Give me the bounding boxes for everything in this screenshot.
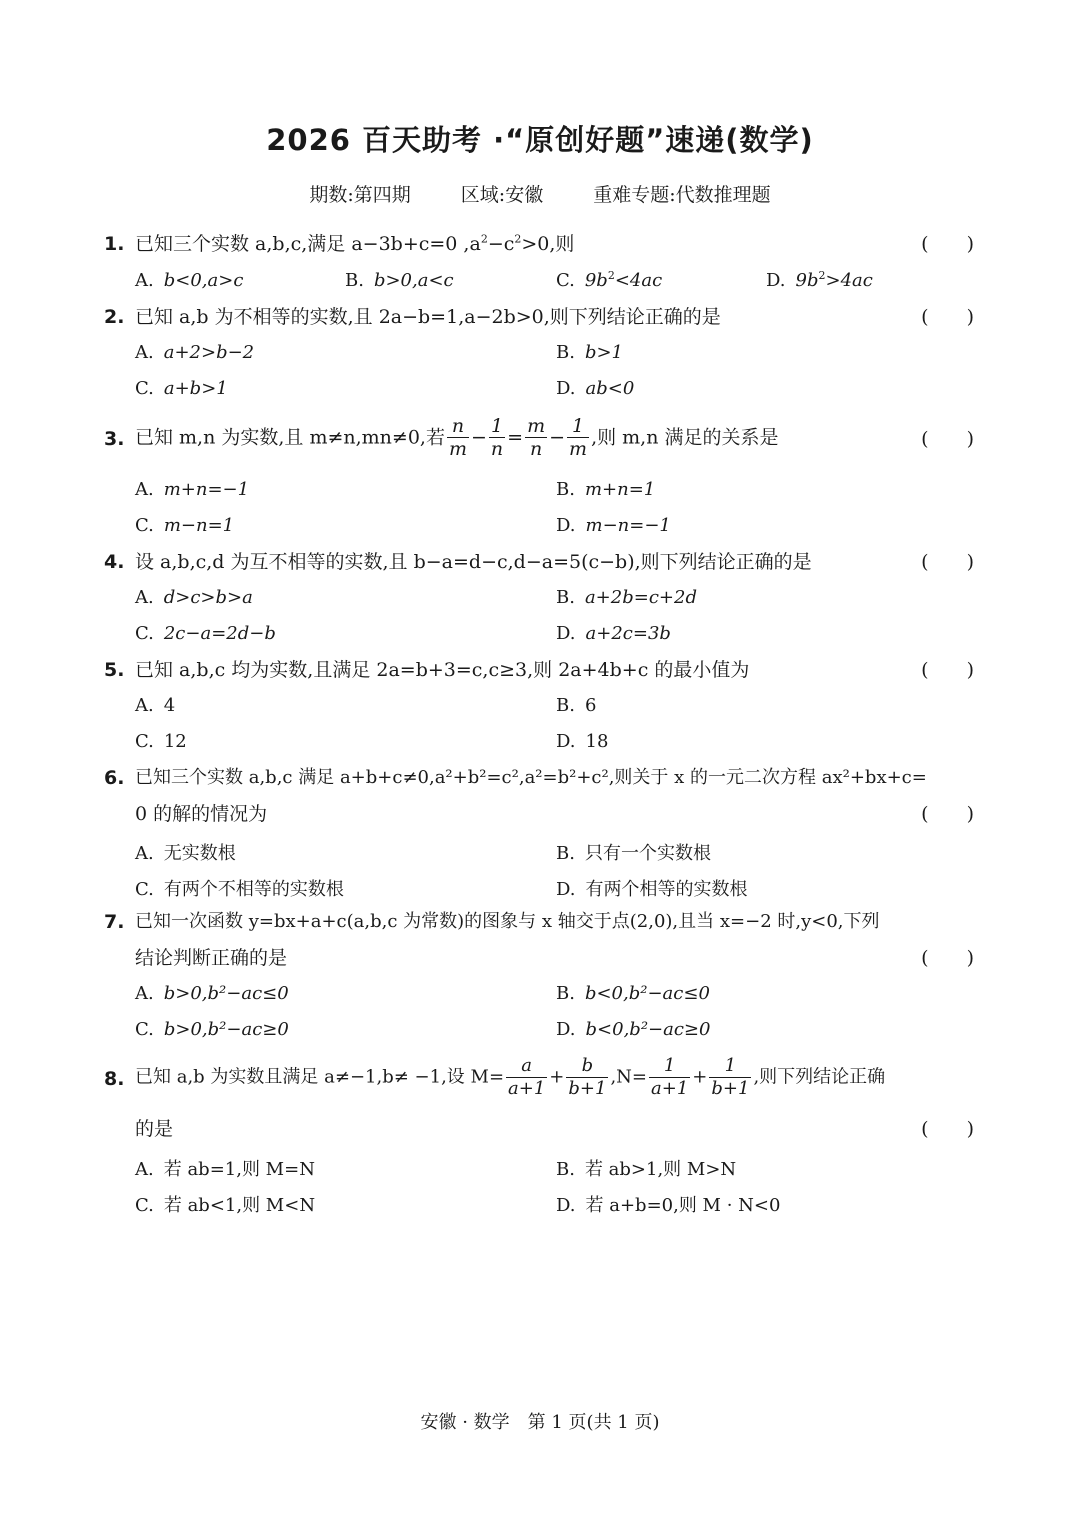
option-d: D. $9b^2>4ac$ <box>766 269 873 291</box>
question-number: 4. <box>104 551 125 573</box>
option-d: D. 若 a+b=0,则 M · N<0 <box>556 1195 781 1216</box>
fraction: $\frac{b}{b+1}$ <box>568 1055 607 1099</box>
question-stem: 已知三个实数 a,b,c,满足 a−3b+c=0 $,a^2-c^2>0$,则 <box>135 232 575 255</box>
option-d: D. ab<0 <box>556 378 635 399</box>
option-d: D. a+2c=3b <box>556 623 671 644</box>
question-7 <box>104 910 974 970</box>
option-c: C. 2c−a=2d−b <box>135 623 276 644</box>
page-footer: 安徽 · 数学 第 1 页(共 1 页) <box>420 1412 660 1433</box>
option-a: A. d>c>b>a <box>135 587 253 608</box>
option-b: B. b<0,b²−ac≤0 <box>556 983 710 1004</box>
option-d: D. 18 <box>556 731 609 752</box>
option-c: C. $9b^2<4ac$ <box>556 269 663 291</box>
fraction: $\frac{1}{m}$ <box>569 415 588 460</box>
topic-label: 重难专题:代数推理题 <box>593 184 771 206</box>
answer-bracket: ( ) <box>921 947 974 969</box>
fraction: $\frac{n}{m}$ <box>448 415 467 460</box>
question-number: 7. <box>104 911 125 933</box>
question-stem-line-1: 已知 a,b 为实数且满足 a≠−1,b≠ −1,设 M= $\frac{a}{a+1}$ + $\frac{b}{b+1}$ ,N= $\frac{1}{a+1}$ + $\frac{1}{b+1}$ ,则下列结论正确 <box>135 1055 886 1099</box>
option-c: C. b>0,b²−ac≥0 <box>135 1019 289 1040</box>
question-stem: 已知 a,b,c 均为实数,且满足 2a=b+3=c,c≥3,则 2a+4b+c 的最小值为 <box>135 659 750 681</box>
question-number: 2. <box>104 306 125 328</box>
question-stem-line-2: 0 的解的情况为 <box>135 803 268 825</box>
option-c: C. m−n=1 <box>135 515 235 536</box>
option-c: C. 若 ab<1,则 M<N <box>135 1195 316 1216</box>
question-number: 3. <box>104 428 125 450</box>
answer-bracket: ( ) <box>921 428 974 450</box>
question-stem-line-2: 结论判断正确的是 <box>135 947 288 969</box>
option-c: C. a+b>1 <box>135 378 228 399</box>
question-stem-line-1: 已知一次函数 y=bx+a+c(a,b,c 为常数)的图象与 x 轴交于点(2,0),且当 x=−2 时,y<0,下列 <box>135 911 880 932</box>
region-label: 区域:安徽 <box>460 184 544 206</box>
option-b: B. b>0,a<c <box>345 270 454 291</box>
option-a: A. 无实数根 <box>135 843 236 864</box>
question-stem: 已知 m,n 为实数,且 m≠n,mn≠0,若 $\frac{n}{m}$ − $\frac{1}{n}$ = $\frac{m}{n}$ − $\frac{1}{m}$ ,则 m,n 满足的关系是 <box>135 415 779 460</box>
option-a: A. b<0,a>c <box>135 270 244 291</box>
option-b: B. 若 ab>1,则 M>N <box>556 1159 737 1180</box>
question-6 <box>104 766 974 826</box>
question-stem: 设 a,b,c,d 为互不相等的实数,且 b−a=d−c,d−a=5(c−b),则下列结论正确的是 <box>135 551 812 573</box>
option-c: C. 有两个不相等的实数根 <box>135 879 344 900</box>
answer-bracket: ( ) <box>921 233 974 255</box>
exam-meta <box>0 180 1080 207</box>
page-title: 2026 百天助考 ·“原创好题”速递(数学) <box>266 123 814 157</box>
option-a: A. 若 ab=1,则 M=N <box>135 1159 315 1180</box>
option-a: A. m+n=−1 <box>135 479 250 500</box>
fraction: $\frac{1}{a+1}$ <box>651 1055 689 1099</box>
fraction: $\frac{1}{n}$ <box>490 415 504 460</box>
option-b: B. 6 <box>556 695 597 716</box>
option-d: D. b<0,b²−ac≥0 <box>556 1019 711 1040</box>
fraction: $\frac{a}{a+1}$ <box>508 1055 546 1099</box>
question-8 <box>104 1055 974 1155</box>
question-stem-line-1: 已知三个实数 a,b,c 满足 a+b+c≠0,a²+b²=c²,a²=b²+c²,则关于 x 的一元二次方程 ax²+bx+c= <box>135 767 927 788</box>
option-b: B. b>1 <box>556 342 624 363</box>
fraction: $\frac{1}{b+1}$ <box>711 1055 750 1099</box>
answer-bracket: ( ) <box>921 659 974 681</box>
option-a: A. a+2>b−2 <box>135 342 255 363</box>
question-stem: 已知 a,b 为不相等的实数,且 2a−b=1,a−2b>0,则下列结论正确的是 <box>135 306 721 328</box>
option-b: B. a+2b=c+2d <box>556 587 697 608</box>
option-a: A. b>0,b²−ac≤0 <box>135 983 289 1004</box>
answer-bracket: ( ) <box>921 551 974 573</box>
issue-label: 期数:第四期 <box>309 184 411 206</box>
question-number: 6. <box>104 767 125 789</box>
option-c: C. 12 <box>135 731 187 752</box>
answer-bracket: ( ) <box>921 1118 974 1140</box>
option-b: B. 只有一个实数根 <box>556 843 711 864</box>
option-b: B. m+n=1 <box>556 479 656 500</box>
option-d: D. 有两个相等的实数根 <box>556 879 748 900</box>
question-stem-line-2: 的是 <box>135 1118 174 1140</box>
answer-bracket: ( ) <box>921 803 974 825</box>
option-d: D. m−n=−1 <box>556 515 671 536</box>
question-number: 5. <box>104 659 125 681</box>
question-3 <box>104 415 974 467</box>
option-a: A. 4 <box>135 695 176 716</box>
question-number: 1. <box>104 233 125 255</box>
question-number: 8. <box>104 1068 125 1090</box>
fraction: $\frac{m}{n}$ <box>527 415 546 460</box>
answer-bracket: ( ) <box>921 306 974 328</box>
